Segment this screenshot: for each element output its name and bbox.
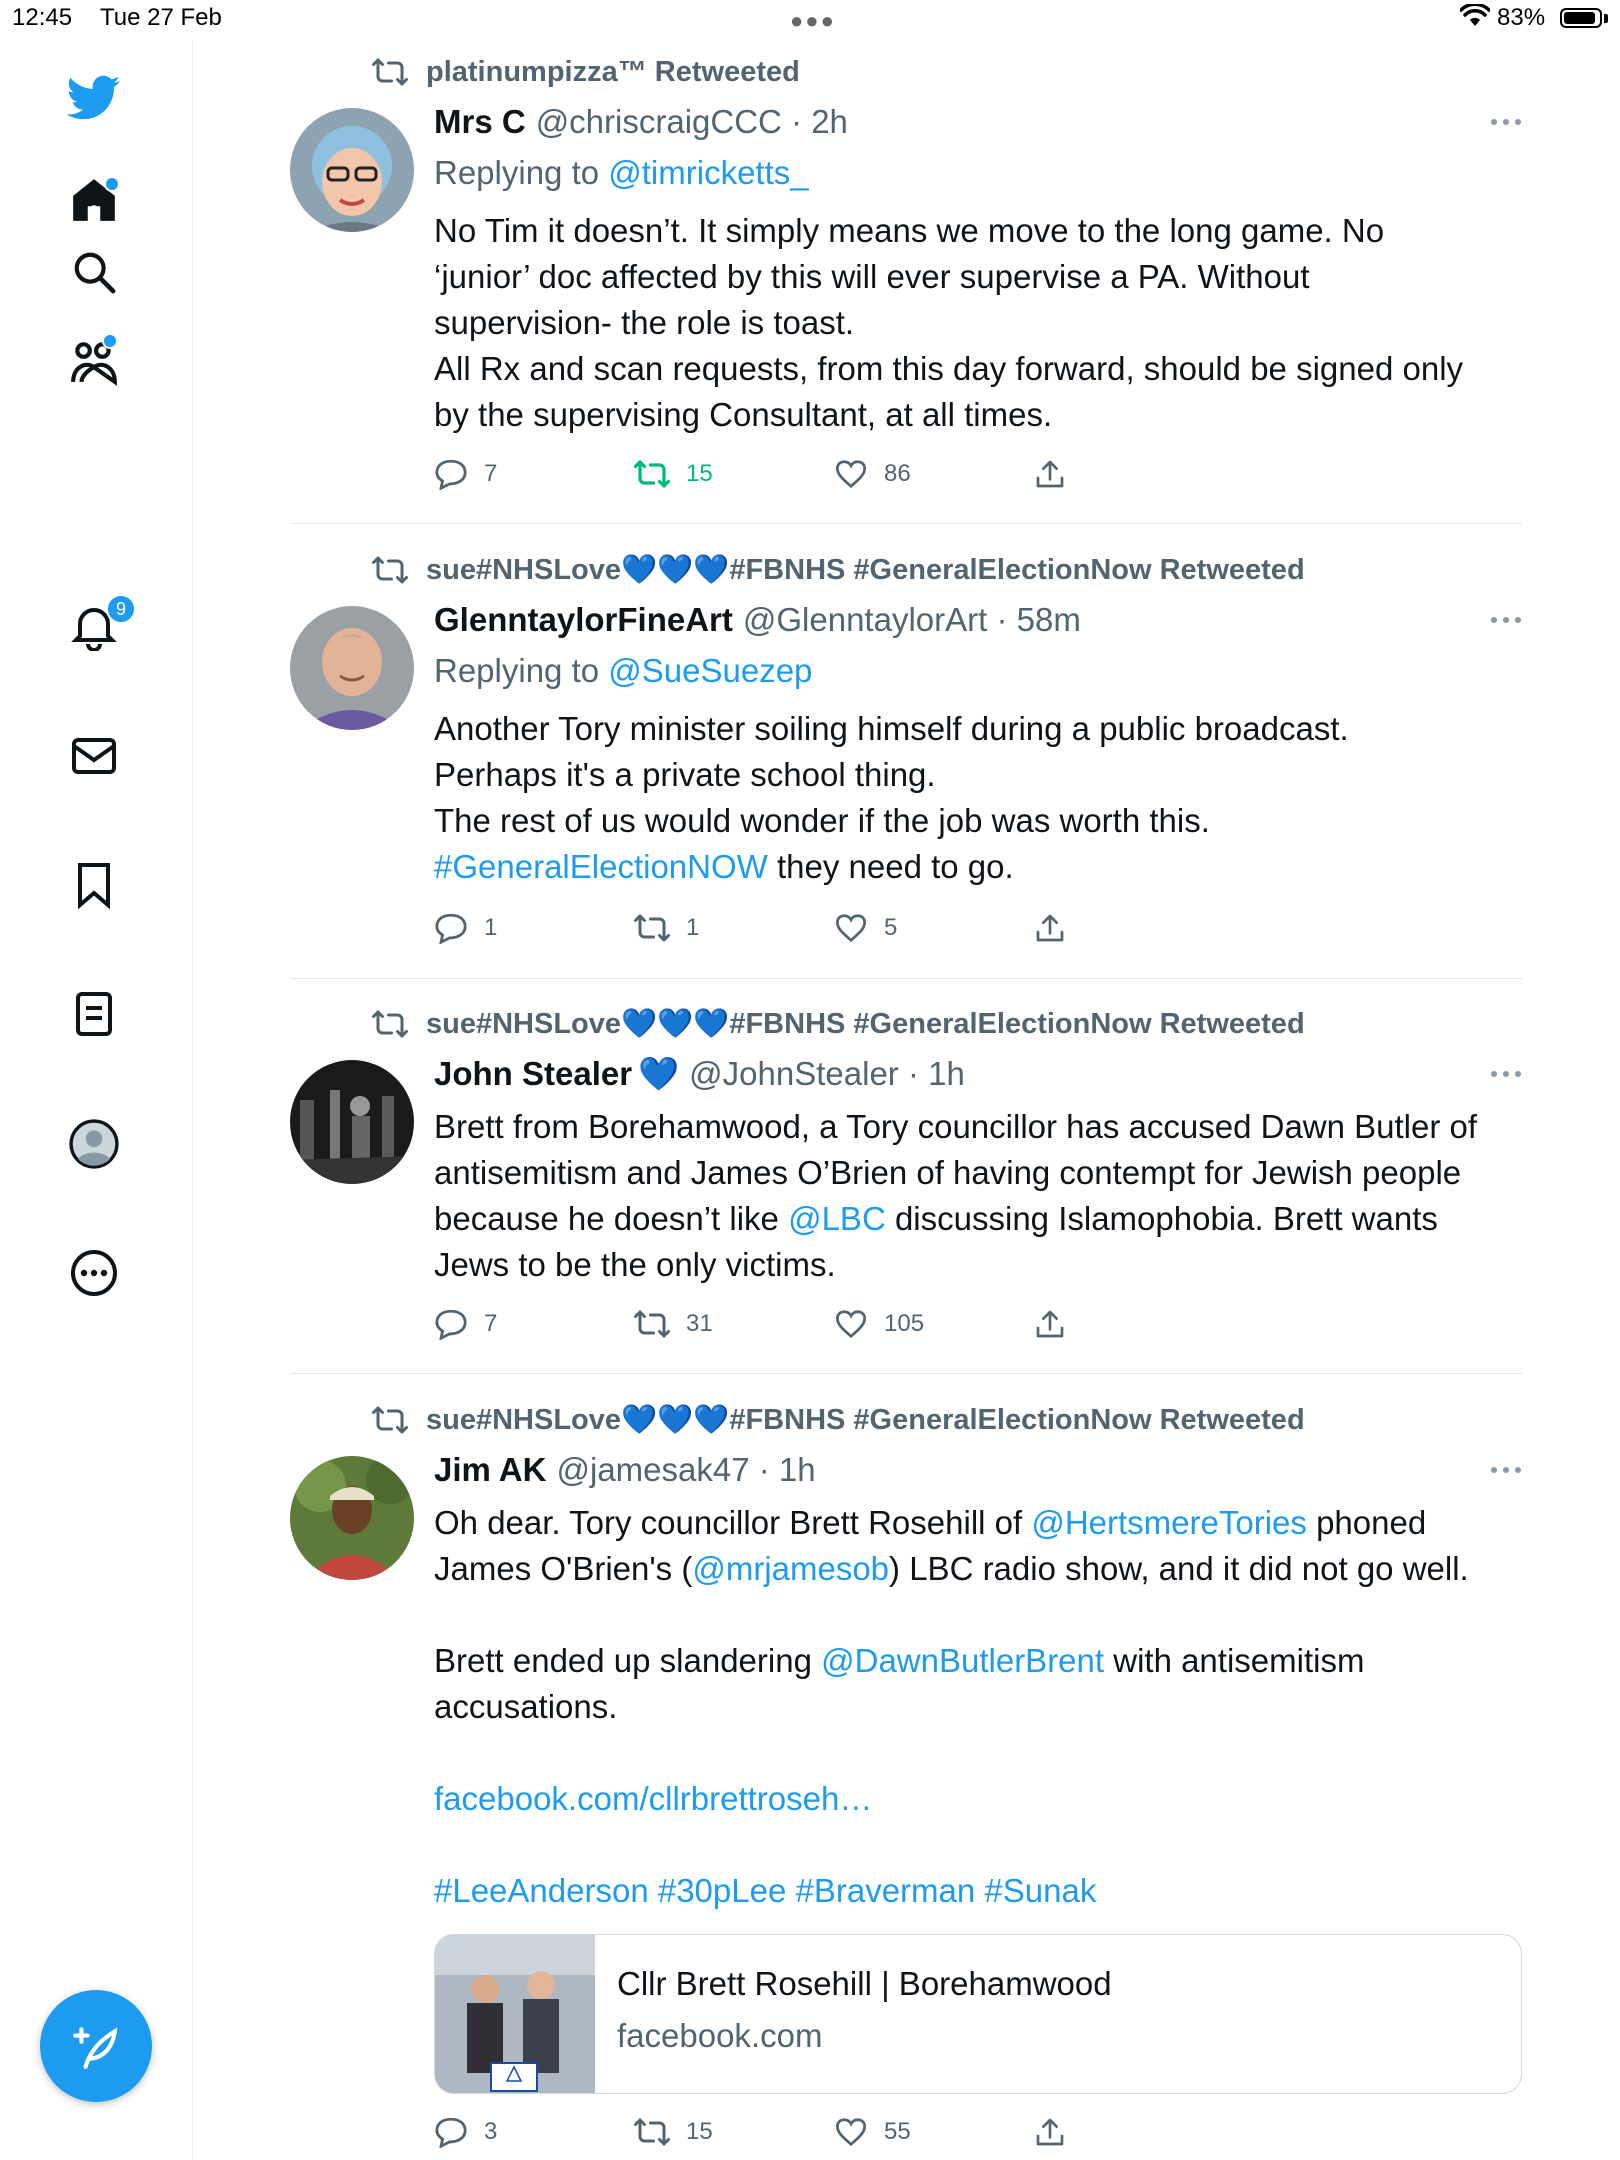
reply-icon — [434, 1308, 468, 1340]
avatar[interactable] — [290, 606, 414, 730]
share-button[interactable] — [1034, 908, 1066, 948]
tweet-more-icon[interactable] — [1490, 1052, 1522, 1096]
share-icon — [1034, 912, 1066, 944]
tweet[interactable] — [290, 50, 1522, 490]
mention-link[interactable]: @timricketts_ — [608, 154, 809, 191]
mention-link[interactable]: @DawnButlerBrent — [821, 1642, 1105, 1679]
heart-icon — [834, 459, 868, 489]
sidebar — [0, 40, 193, 2160]
tweet-text: Oh dear. Tory councillor Brett Rosehill of @HertsmereTories phoned James O'Brien's (@mrjamesob) LBC radio show, and it did not go well. Brett ended up slandering @DawnButlerBrent with antisemitism accusations. facebook.com/cllrbrettroseh… #LeeAnderson #30pLee #Braverman #Sunak — [434, 1504, 1469, 1909]
tweet-more-icon[interactable] — [1490, 598, 1522, 642]
retweet-icon — [634, 459, 670, 489]
retweet-icon — [634, 1309, 670, 1339]
tweet-more-icon[interactable] — [1490, 1448, 1522, 1492]
link-preview-domain: facebook.com — [617, 2017, 823, 2054]
mention-link[interactable]: @mrjamesob — [692, 1550, 890, 1587]
reply-icon — [434, 2116, 468, 2148]
reply-button[interactable]: 1 — [434, 908, 497, 948]
home-icon[interactable] — [66, 172, 122, 228]
compose-feather-icon — [71, 2021, 121, 2071]
tweet[interactable] — [290, 1398, 1522, 2158]
reply-button[interactable]: 3 — [434, 2112, 497, 2152]
share-icon — [1034, 2116, 1066, 2148]
tweet-text: No Tim it doesn’t. It simply means we move to the long game. No ‘junior’ doc affected by this will ever supervise a PA. Without supervision- the role is toast. All Rx and scan requests, from this day forward, should be signed only by the supervising Consultant, at all times. — [434, 212, 1464, 433]
compose-tweet-button[interactable] — [40, 1990, 152, 2102]
tweet-more-icon[interactable] — [1490, 100, 1522, 144]
tweet-header — [434, 100, 848, 144]
tweet-actions — [434, 2112, 1074, 2152]
like-button[interactable]: 55 — [834, 2112, 911, 2152]
replying-to: Replying to @timricketts_ — [434, 154, 809, 191]
bookmarks-icon[interactable] — [66, 857, 122, 913]
retweeted-by-label[interactable]: platinumpizza™ Retweeted — [426, 55, 800, 88]
tweet-text: Another Tory minister soiling himself during a public broadcast. Perhaps it's a private school thing. The rest of us would wonder if the job was worth this. #GeneralElectionNOW they need to go. — [434, 710, 1349, 885]
retweet-icon — [372, 1009, 408, 1039]
retweeted-by-label[interactable]: sue#NHSLove💙💙💙#FBNHS #GeneralElectionNow Retweeted — [426, 1404, 1305, 1436]
like-button[interactable]: 5 — [834, 908, 897, 948]
hashtag-link[interactable]: #GeneralElectionNOW — [434, 848, 768, 885]
share-button[interactable] — [1034, 1304, 1066, 1344]
author-name[interactable]: Jim AK — [434, 1451, 547, 1488]
link-preview-card[interactable] — [434, 1934, 1522, 2094]
home-new-dot — [104, 176, 120, 192]
retweeted-by-row — [372, 1004, 1305, 1044]
heart-icon — [834, 2117, 868, 2147]
blue-heart-emoji: 💙 — [638, 1054, 680, 1092]
avatar[interactable] — [290, 1456, 414, 1580]
notifications-badge: 9 — [106, 594, 136, 624]
retweeted-by-row — [372, 1400, 1305, 1440]
retweet-button[interactable]: 15 — [634, 2112, 713, 2152]
status-time: 12:45 — [12, 4, 73, 31]
messages-icon[interactable] — [66, 728, 122, 784]
battery-icon — [1560, 8, 1602, 28]
avatar[interactable] — [290, 108, 414, 232]
author-handle[interactable]: @jamesak47 · 1h — [556, 1451, 816, 1488]
retweet-button[interactable]: 15 — [634, 454, 713, 494]
status-bar — [0, 0, 1620, 40]
retweeted-by-row — [372, 52, 800, 92]
hashtags-link[interactable]: #LeeAnderson #30pLee #Braverman #Sunak — [434, 1872, 1097, 1909]
status-date: Tue 27 Feb — [100, 4, 222, 31]
multitasking-dots-icon[interactable]: ●●● — [790, 8, 836, 33]
divider — [290, 978, 1522, 979]
heart-icon — [834, 1309, 868, 1339]
link-preview-image — [435, 1935, 595, 2093]
avatar[interactable] — [290, 1060, 414, 1184]
divider — [290, 523, 1522, 524]
retweeted-by-label[interactable]: sue#NHSLove💙💙💙#FBNHS #GeneralElectionNow Retweeted — [426, 1008, 1305, 1040]
notifications-bell-icon[interactable] — [66, 598, 126, 654]
retweet-button[interactable]: 31 — [634, 1304, 713, 1344]
tweet-actions — [434, 1304, 1074, 1344]
retweet-icon — [372, 57, 408, 87]
tweet-header — [434, 598, 1081, 642]
tweet[interactable] — [290, 1002, 1522, 1362]
tweet[interactable] — [290, 548, 1522, 968]
replying-to: Replying to @SueSuezep — [434, 652, 813, 689]
retweet-icon — [372, 555, 408, 585]
author-name[interactable]: GlenntaylorFineArt — [434, 601, 733, 638]
communities-icon[interactable] — [66, 333, 122, 389]
author-handle[interactable]: @chriscraigCCC · 2h — [535, 103, 848, 140]
reply-button[interactable]: 7 — [434, 1304, 497, 1344]
retweet-button[interactable]: 1 — [634, 908, 699, 948]
retweet-icon — [634, 2117, 670, 2147]
reply-icon — [434, 458, 468, 490]
tweet-actions — [434, 908, 1074, 948]
twitter-logo-icon[interactable] — [66, 70, 122, 126]
profile-avatar-icon[interactable] — [66, 1116, 122, 1172]
share-button[interactable] — [1034, 2112, 1066, 2152]
reply-button[interactable]: 7 — [434, 454, 497, 494]
tweet-header — [434, 1448, 816, 1492]
heart-icon — [834, 913, 868, 943]
lists-icon[interactable] — [66, 986, 122, 1042]
search-icon[interactable] — [66, 244, 122, 300]
retweeted-by-label[interactable]: sue#NHSLove💙💙💙#FBNHS #GeneralElectionNow Retweeted — [426, 554, 1305, 586]
author-name[interactable]: Mrs C — [434, 103, 526, 140]
tweet-header — [434, 1052, 965, 1096]
retweeted-by-row — [372, 550, 1305, 590]
mention-link[interactable]: @HertsmereTories — [1031, 1504, 1307, 1541]
retweet-icon — [372, 1405, 408, 1435]
tweet-actions — [434, 454, 1074, 494]
author-handle[interactable]: @GlenntaylorArt · 58m — [742, 601, 1081, 638]
battery-percent: 83% — [1497, 4, 1546, 31]
mention-link[interactable]: @SueSuezep — [608, 652, 813, 689]
share-icon — [1034, 1308, 1066, 1340]
like-button[interactable]: 86 — [834, 454, 911, 494]
author-name[interactable]: John Stealer — [434, 1055, 633, 1092]
divider — [290, 1373, 1522, 1374]
more-options-icon[interactable] — [66, 1245, 122, 1301]
wifi-icon — [1460, 4, 1490, 28]
retweet-icon — [634, 913, 670, 943]
author-handle[interactable]: @JohnStealer · 1h — [689, 1055, 965, 1092]
reply-icon — [434, 912, 468, 944]
url-link[interactable]: facebook.com/cllrbrettroseh… — [434, 1780, 873, 1817]
communities-new-dot — [102, 333, 118, 349]
share-icon — [1034, 458, 1066, 490]
tweet-text: Brett from Borehamwood, a Tory councillor has accused Dawn Butler of antisemitism and James O’Brien of having contempt for Jewish people because he doesn’t like @LBC discussing Islamophobia. Brett wants Jews to be the only victims. — [434, 1108, 1478, 1283]
mention-link[interactable]: @LBC — [788, 1200, 886, 1237]
like-button[interactable]: 105 — [834, 1304, 924, 1344]
link-preview-title: Cllr Brett Rosehill | Borehamwood — [617, 1965, 1112, 2002]
share-button[interactable] — [1034, 454, 1066, 494]
